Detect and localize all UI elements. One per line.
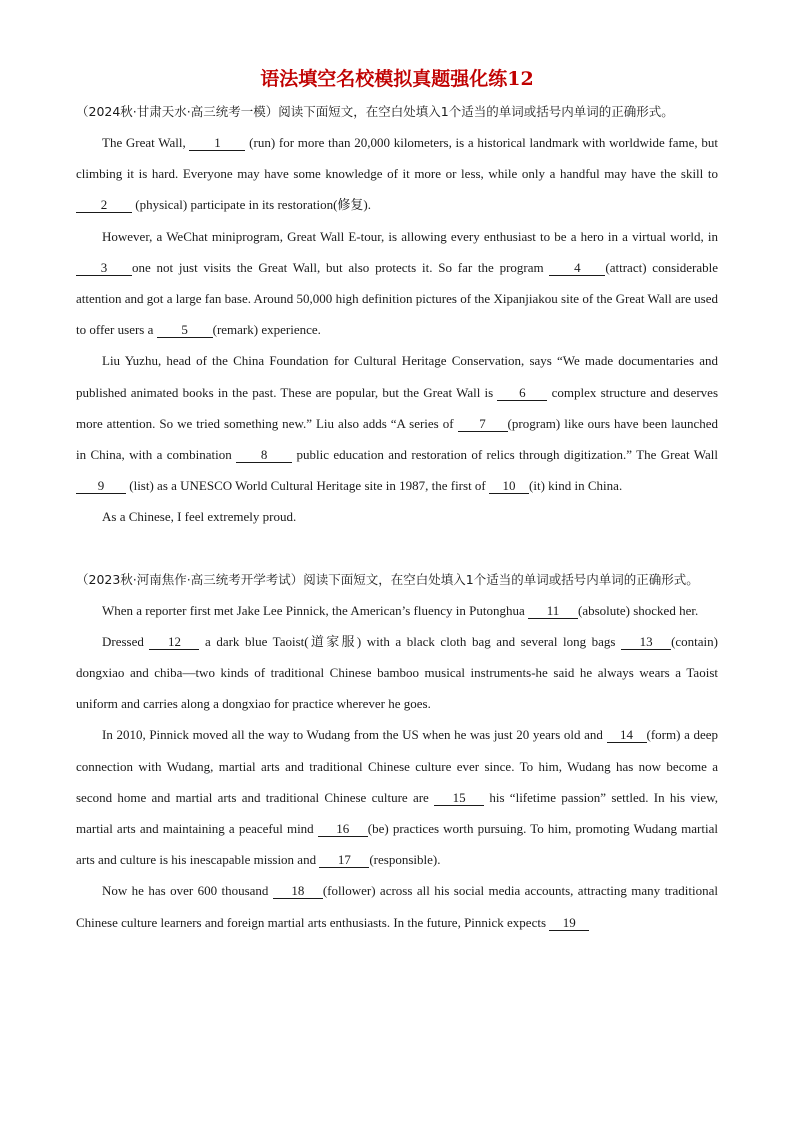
blank-2[interactable]: 2 [76, 197, 132, 213]
blank-11[interactable]: 11 [528, 603, 578, 619]
blank-9[interactable]: 9 [76, 478, 126, 494]
passage-1 [76, 96, 718, 533]
passage-1-instructions: （2024秋·甘肃天水·高三统考一模）阅读下面短文，在空白处填入1个适当的单词或括号内单词的正确形式。 [76, 104, 674, 119]
blank-7[interactable]: 7 [458, 416, 508, 432]
passage-2-paragraph-1: When a reporter first met Jake Lee Pinnick, the American’s fluency in Putonghua 11 (absolute) shocked her. [102, 602, 699, 618]
passage-1-paragraph-4: As a Chinese, I feel extremely proud. [102, 509, 297, 525]
blank-19[interactable]: 19 [549, 915, 589, 931]
blank-10[interactable]: 10 [489, 478, 529, 494]
blank-15[interactable]: 15 [434, 790, 484, 806]
blank-14[interactable]: 14 [607, 727, 647, 743]
passage-2-paragraph-3: In 2010, Pinnick moved all the way to Wudang from the US when he was just 20 years old and 14 (form) a deep connection with Wudang, martial arts and traditional Chinese culture ever since. To him, Wudang has now become a second home and martial arts and traditional Chinese culture are 15 his “lifetime passion” settled. In his view, martial arts and maintaining a peaceful mind 16 (be) practices worth pursuing. To him, promoting Wudang martial arts and culture is his inescapable mission and 17 (responsible). [76, 727, 718, 868]
page-title: 语法填空名校模拟真题强化练12 [260, 68, 534, 90]
passage-1-paragraph-2: However, a WeChat miniprogram, Great Wall E-tour, is allowing every enthusiast to be a hero in a virtual world, in 3 one not just visits the Great Wall, but also protects it. So far the program 4 (attract) considerable attention and got a large fan base. Around 50,000 high definition pictures of the Xipanjiakou site of the Great Wall are used to offer users a 5 (remark) experience. [76, 228, 718, 338]
blank-8[interactable]: 8 [236, 447, 292, 463]
blank-4[interactable]: 4 [549, 260, 605, 276]
passage-2-instructions: （2023秋·河南焦作·高三统考开学考试）阅读下面短文，在空白处填入1个适当的单词或括号内单词的正确形式。 [76, 571, 699, 587]
passage-1-paragraph-1: The Great Wall, 1 (run) for more than 20,000 kilometers, is a historical landmark with worldwide fame, but climbing it is hard. Everyone may have some knowledge of it more or less, while only a handful may have the skill to 2 (physical) participate in its restoration(修复). [76, 135, 718, 213]
blank-6[interactable]: 6 [497, 385, 547, 401]
passage-2 [76, 564, 718, 938]
blank-17[interactable]: 17 [319, 852, 369, 868]
blank-12[interactable]: 12 [149, 634, 199, 650]
blank-1[interactable]: 1 [189, 135, 245, 151]
blank-18[interactable]: 18 [273, 883, 323, 899]
blank-13[interactable]: 13 [621, 634, 671, 650]
passage-2-paragraph-2: Dressed 12 a dark blue Taoist(道家服) with a black cloth bag and several long bags 13 (contain) dongxiao and chiba—two kinds of traditional Chinese bamboo musical instruments-he said he always wears a Taoist uniform and carries along a dongxiao for practice wherever he goes. [76, 633, 718, 712]
blank-16[interactable]: 16 [318, 821, 368, 837]
blank-5[interactable]: 5 [157, 322, 213, 338]
passage-2-paragraph-4: Now he has over 600 thousand 18 (follower) across all his social media accounts, attracting many traditional Chinese culture learners and foreign martial arts enthusiasts. In the future, Pinnick expects 19 [76, 883, 718, 930]
passage-1-paragraph-3: Liu Yuzhu, head of the China Foundation for Cultural Heritage Conservation, says “We made documentaries and published animated books in the past. These are popular, but the Great Wall is 6 complex structure and deserves more attention. So we tried something new.” Liu also adds “A series of 7 (program) like ours have been launched in China, with a combination 8 public education and restoration of relics through digitization.” The Great Wall 9 (list) as a UNESCO World Cultural Heritage site in 1987, the first of 10 (it) kind in China. [76, 353, 719, 494]
blank-3[interactable]: 3 [76, 260, 132, 276]
